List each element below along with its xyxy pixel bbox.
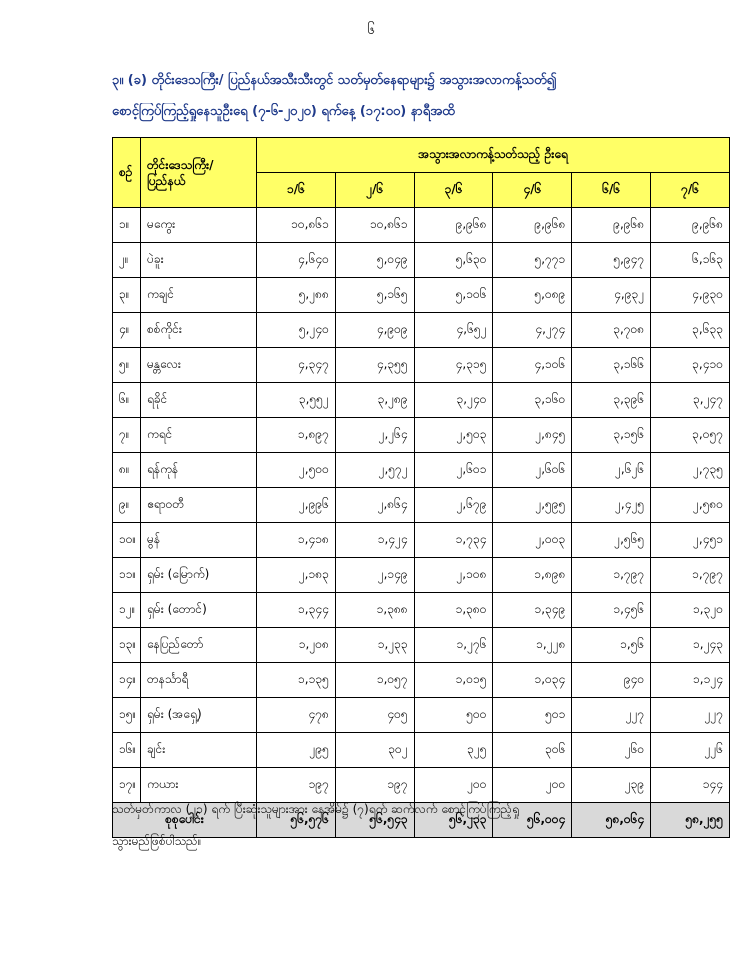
region-name: ဧရာဝတီ: [141, 488, 257, 523]
count-cell: ၁,၂၃၃: [335, 628, 414, 663]
col-header-group: အသွားအလာကန့်သတ်သည့် ဦးရေ: [257, 138, 730, 173]
count-cell: ၂၆၀: [572, 733, 651, 768]
table-row: [113, 663, 730, 698]
row-number: ၁၇။: [113, 768, 141, 803]
count-cell: ၂,၅၉၅: [493, 488, 572, 523]
count-cell: ၃,၆၃၃: [651, 313, 730, 348]
count-cell: ၅,၂၈၈: [257, 278, 336, 313]
table-row: [113, 313, 730, 348]
count-cell: ၅,၂၄၀: [257, 313, 336, 348]
total-cell: ၅၆,၀၀၄: [493, 803, 572, 838]
region-name: မကွေး: [141, 208, 257, 243]
count-cell: ၁,၀၁၅: [414, 663, 493, 698]
footnote-line-2: သွားမည်ဖြစ်ပါသည်။: [112, 834, 202, 848]
count-cell: ၄,၃၄၇: [257, 348, 336, 383]
count-cell: ၂,၁၄၉: [335, 558, 414, 593]
total-cell: ၅၈,၀၆၄: [572, 803, 651, 838]
count-cell: ၃,၁၆၀: [493, 383, 572, 418]
count-cell: ၉,၉၆၈: [493, 208, 572, 243]
count-cell: ၁,၈၉၇: [257, 418, 336, 453]
row-number: ၁၆။: [113, 733, 141, 768]
count-cell: ၂,၈၄၅: [493, 418, 572, 453]
count-cell: ၃,၁၆၆: [572, 348, 651, 383]
total-cell: ၅၆,၅၇၆: [257, 803, 336, 838]
total-label: စုစုပေါင်း: [113, 803, 257, 838]
date-header: ၁/၆: [257, 173, 336, 208]
total-cell: ၅၆,၂၃၃: [414, 803, 493, 838]
count-cell: ၅၀၀: [414, 698, 493, 733]
count-cell: ၄,၃၁၅: [414, 348, 493, 383]
footnote-line-1: သတ်မှတ်ကာလ (၂၁) ရက် ပြီးဆုံးသူများအား နေအိမ်၌ (၇)ရက် ဆက်လက် စောင့်ကြပ်ကြည့်ရှု: [112, 802, 520, 816]
region-name: ကချင်: [141, 278, 257, 313]
row-number: ၁၀။: [113, 523, 141, 558]
count-cell: ၁,၄၅၆: [572, 593, 651, 628]
count-cell: ၁၀,၈၆၁: [257, 208, 336, 243]
region-name: ချင်း: [141, 733, 257, 768]
count-cell: ၂,၆၀၆: [493, 453, 572, 488]
count-cell: ၂၀၀: [414, 768, 493, 803]
count-cell: ၂,၄၂၅: [572, 488, 651, 523]
count-cell: ၅,၁၆၅: [335, 278, 414, 313]
count-cell: ၃,၃၉၆: [572, 383, 651, 418]
count-cell: ၆,၁၆၃: [651, 243, 730, 278]
count-cell: ၂၀၀: [493, 768, 572, 803]
table-row: [113, 628, 730, 663]
region-name: ရှမ်း (အရှေ့): [141, 698, 257, 733]
count-cell: ၂,၆၂၆: [572, 453, 651, 488]
count-cell: ၁,၅၆: [572, 628, 651, 663]
count-cell: ၉,၉၆၈: [414, 208, 493, 243]
count-cell: ၅,၀၈၉: [493, 278, 572, 313]
count-cell: ၁,၂၇၆: [414, 628, 493, 663]
count-cell: ၁,၃၈၀: [414, 593, 493, 628]
count-cell: ၃,၄၁၀: [651, 348, 730, 383]
table-row: [113, 383, 730, 418]
count-cell: ၄,၉၀၉: [335, 313, 414, 348]
region-name: မွန်: [141, 523, 257, 558]
region-name: နေပြည်တော်: [141, 628, 257, 663]
region-name: တနင်္သာရီ: [141, 663, 257, 698]
count-cell: ၁,၁၂၄: [651, 663, 730, 698]
table-row: [113, 418, 730, 453]
count-cell: ၃,၂၄၀: [414, 383, 493, 418]
count-cell: ၁,၁၃၅: [257, 663, 336, 698]
count-cell: ၂၂၆: [651, 733, 730, 768]
table-row: [113, 243, 730, 278]
count-cell: ၂,၂၆၄: [335, 418, 414, 453]
count-cell: ၂,၅၇၂: [335, 453, 414, 488]
count-cell: ၁,၄၁၈: [257, 523, 336, 558]
count-cell: ၄,၉၃၀: [651, 278, 730, 313]
table-row: [113, 278, 730, 313]
row-number: ၁၁။: [113, 558, 141, 593]
row-number: ၁၂။: [113, 593, 141, 628]
count-cell: ၉,၉၆၈: [651, 208, 730, 243]
count-cell: ၄,၁၀၆: [493, 348, 572, 383]
count-cell: ၂,၆၀၁: [414, 453, 493, 488]
count-cell: ၂,၅၈၀: [651, 488, 730, 523]
page-number: ၆: [367, 22, 375, 38]
table-row: [113, 523, 730, 558]
row-number: ၈။: [113, 453, 141, 488]
region-name: မန္တလေး: [141, 348, 257, 383]
row-number: ၆။: [113, 383, 141, 418]
row-number: ၅။: [113, 348, 141, 383]
count-cell: ၁,၂၄၃: [651, 628, 730, 663]
count-cell: ၉၄၀: [572, 663, 651, 698]
count-cell: ၂,၉၉၆: [257, 488, 336, 523]
row-number: ၃။: [113, 278, 141, 313]
row-number: ၂။: [113, 243, 141, 278]
table-row: [113, 208, 730, 243]
region-name: ရှမ်း (တောင်): [141, 593, 257, 628]
row-number: ၁၄။: [113, 663, 141, 698]
count-cell: ၂,၅၆၅: [572, 523, 651, 558]
region-name: စစ်ကိုင်း: [141, 313, 257, 348]
count-cell: ၂,၁၀၈: [414, 558, 493, 593]
row-number: ၁။: [113, 208, 141, 243]
count-cell: ၉,၉၆၈: [572, 208, 651, 243]
count-cell: ၁၉၇: [335, 768, 414, 803]
count-cell: ၂,၆၇၉: [414, 488, 493, 523]
document-heading-line-1: ၃။ (ခ) တိုင်းဒေသကြီး/ ပြည်နယ်အသီးသီးတွင် သတ်မှတ်နေရာများ၌ အသွားအလာကန့်သတ်၍: [112, 73, 557, 88]
count-cell: ၃,၇၀၈: [572, 313, 651, 348]
table-row: [113, 768, 730, 803]
table-row: [113, 733, 730, 768]
quarantine-table: [112, 137, 730, 838]
count-cell: ၅၀၁: [493, 698, 572, 733]
count-cell: ၁,၄၂၄: [335, 523, 414, 558]
count-cell: ၅,၆၃၀: [414, 243, 493, 278]
count-cell: ၃,၀၅၇: [651, 418, 730, 453]
table-row: [113, 348, 730, 383]
date-header: ၄/၆: [493, 173, 572, 208]
table-row: [113, 488, 730, 523]
count-cell: ၅,၇၇၁: [493, 243, 572, 278]
region-name: ရန်ကုန်: [141, 453, 257, 488]
table-row: [113, 558, 730, 593]
date-header: ၇/၆: [651, 173, 730, 208]
count-cell: ၂၂၇: [572, 698, 651, 733]
count-cell: ၄,၆၅၂: [414, 313, 493, 348]
count-cell: ၃၀၂: [335, 733, 414, 768]
region-name: ကရင်: [141, 418, 257, 453]
count-cell: ၁,၀၅၇: [335, 663, 414, 698]
count-cell: ၅,၁၀၆: [414, 278, 493, 313]
count-cell: ၁၀,၈၆၁: [335, 208, 414, 243]
date-header: ၂/၆: [335, 173, 414, 208]
count-cell: ၁,၇၃၄: [414, 523, 493, 558]
row-number: ၇။: [113, 418, 141, 453]
date-header: ၃/၆: [414, 173, 493, 208]
count-cell: ၃၀၆: [493, 733, 572, 768]
count-cell: ၅,၀၄၉: [335, 243, 414, 278]
count-cell: ၁,၈၉၈: [493, 558, 572, 593]
count-cell: ၄,၃၅၅: [335, 348, 414, 383]
count-cell: ၂၃၉: [572, 768, 651, 803]
region-name: ရှမ်း (မြောက်): [141, 558, 257, 593]
region-name: ပဲခူး: [141, 243, 257, 278]
count-cell: ၃,၅၅၂: [257, 383, 336, 418]
document-heading-line-2: စောင့်ကြပ်ကြည့်ရှုနေသူဦးရေ (၇-၆-၂၀၂၀) ရက်နေ့ (၁၇:၀၀) နာရီအထိ: [112, 104, 455, 119]
count-cell: ၃၂၅: [414, 733, 493, 768]
row-number: ၁၅။: [113, 698, 141, 733]
row-number: ၁၃။: [113, 628, 141, 663]
count-cell: ၁၉၇: [257, 768, 336, 803]
count-cell: ၁,၇၉၇: [651, 558, 730, 593]
count-cell: ၄,၆၄၀: [257, 243, 336, 278]
count-cell: ၁,၂၀၈: [257, 628, 336, 663]
count-cell: ၃,၂၈၉: [335, 383, 414, 418]
count-cell: ၂,၄၅၁: [651, 523, 730, 558]
count-cell: ၁,၃၂၀: [651, 593, 730, 628]
count-cell: ၁,၃၄၉: [493, 593, 572, 628]
count-cell: ၂,၅၀၀: [257, 453, 336, 488]
count-cell: ၃,၁၅၆: [572, 418, 651, 453]
region-name: ရခိုင်: [141, 383, 257, 418]
count-cell: ၁,၃၈၈: [335, 593, 414, 628]
count-cell: ၁၄၄: [651, 768, 730, 803]
count-cell: ၁,၂၂၈: [493, 628, 572, 663]
count-cell: ၁,၇၉၇: [572, 558, 651, 593]
count-cell: ၂၂၇: [651, 698, 730, 733]
count-cell: ၂၉၅: [257, 733, 336, 768]
table-row: [113, 453, 730, 488]
col-header-number: စဉ်: [113, 138, 141, 208]
count-cell: ၂,၁၈၃: [257, 558, 336, 593]
table-row: [113, 698, 730, 733]
count-cell: ၂,၈၆၄: [335, 488, 414, 523]
region-name: ကယား: [141, 768, 257, 803]
count-cell: ၄,၉၃၂: [572, 278, 651, 313]
count-cell: ၃,၂၄၇: [651, 383, 730, 418]
count-cell: ၂,၅၀၃: [414, 418, 493, 453]
total-cell: ၅၆,၅၄၃: [335, 803, 414, 838]
row-number: ၉။: [113, 488, 141, 523]
count-cell: ၂,၇၃၅: [651, 453, 730, 488]
count-cell: ၁,၃၄၄: [257, 593, 336, 628]
count-cell: ၄၇၈: [257, 698, 336, 733]
count-cell: ၄၀၅: [335, 698, 414, 733]
count-cell: ၁,၀၃၄: [493, 663, 572, 698]
row-number: ၄။: [113, 313, 141, 348]
count-cell: ၂,၀၀၃: [493, 523, 572, 558]
count-cell: ၄,၂၇၄: [493, 313, 572, 348]
col-header-region: တိုင်းဒေသကြီး/ ပြည်နယ်: [141, 138, 257, 208]
total-cell: ၅၈,၂၅၅: [651, 803, 730, 838]
date-header: ၆/၆: [572, 173, 651, 208]
count-cell: ၅,၉၄၇: [572, 243, 651, 278]
table-row: [113, 593, 730, 628]
